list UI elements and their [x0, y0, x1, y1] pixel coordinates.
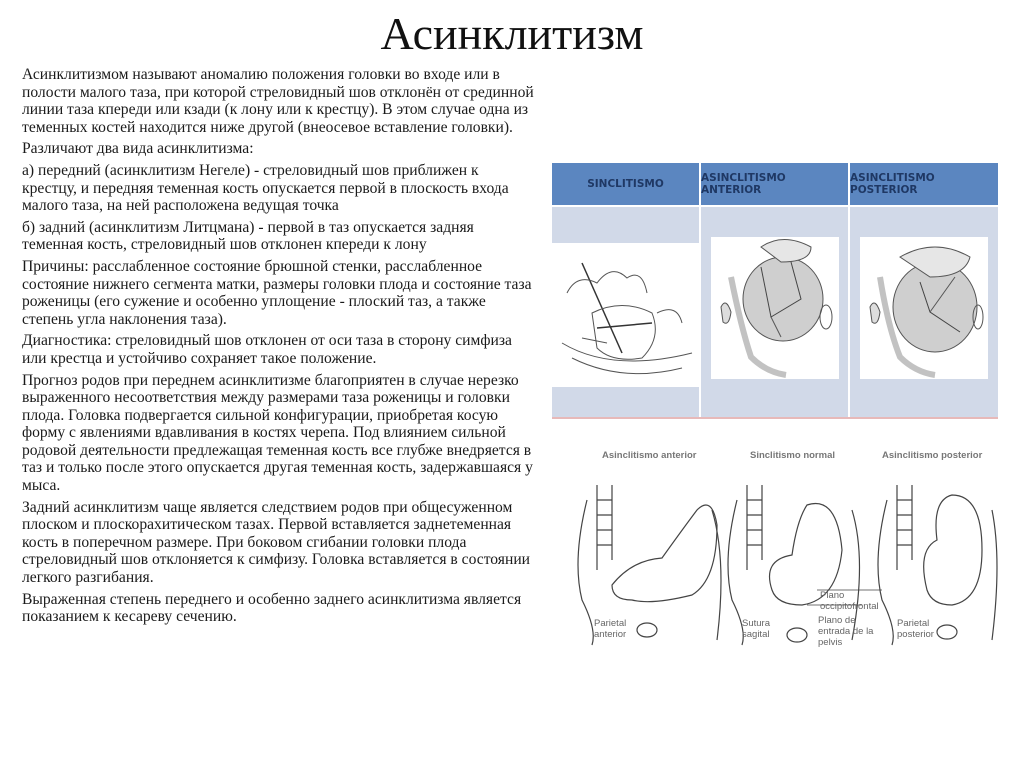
label-asinclitismo-anterior: Asinclitismo anterior [602, 450, 697, 461]
table-cell-asinclitismo-posterior [850, 207, 998, 417]
table-header-sinclitismo: SINCLITISMO [552, 163, 699, 205]
annotation-plano-occipitofrontal: Plano occipitofrontal [820, 590, 879, 612]
paragraph-posterior: б) задний (асинклитизм Литцмана) - первой в таз опускается задняя теменная кость, стреловидный шов отклонен кпереди к лону [22, 218, 474, 254]
asinclitismo-posterior-illustration [860, 237, 988, 379]
label-sinclitismo-normal: Sinclitismo normal [750, 450, 835, 461]
sinclitismo-illustration [552, 243, 699, 387]
table-header-asinclitismo-anterior: ASINCLITISMO ANTERIOR [701, 163, 848, 205]
comparison-table-figure [552, 163, 998, 419]
paragraph-posterior-detail: Задний асинклитизм чаще является следствием родов при общесуженном плоском и плоскорахитическом тазах. Первой вставляется заднетеменная кость в поперечном размере. При боковом сгибании головки плода стреловидный шов отклоняется к симфизу. Головка вставляется в состоянии легкого разгибания. [22, 498, 531, 587]
pelvis-diagram-figure [552, 440, 1002, 658]
paragraph-causes: Причины: расслабленное состояние брюшной стенки, расслабленное состояние нижнего сегмента матки, размеры головки плода и состояние таза роженицы (его сужение и особенно уплощение - плоский таз, а также степень угла наклонения таза). [22, 257, 532, 328]
body-text [22, 66, 534, 630]
paragraph-conclusion: Выраженная степень переднего и особенно заднего асинклитизма является показанием к кесареву сечению. [22, 590, 522, 626]
paragraph-types-intro: Различают два вида асинклитизма: [22, 140, 254, 158]
paragraph-definition: Асинклитизмом называют аномалию положения головки во входе или в полости малого таза, при которой стреловидный шов отклонён от срединной линии таза кпереди или кзади (к лону или к крестцу). В этом случае одна из теменных костей находится ниже другой (внеосевое вставление головки). [22, 66, 534, 136]
table-cell-sinclitismo [552, 207, 699, 417]
paragraph-diagnostics: Диагностика: стреловидный шов отклонен от оси таза в сторону симфиза или крестца и устойчиво сохраняет такое положение. [22, 332, 512, 367]
paragraph-anterior: а) передний (асинклитизм Негеле) - стреловидный шов приближен к крестцу, и передняя теменная кость опускается первой в плоскость входа малого таза, на ней расположена ведущая точка [22, 161, 509, 215]
label-asinclitismo-posterior: Asinclitismo posterior [882, 450, 983, 461]
table-cell-asinclitismo-anterior [701, 207, 848, 417]
annotation-plano-entrada: Plano de entrada de la pelvis [818, 615, 874, 648]
paragraph-prognosis: Прогноз родов при переднем асинклитизме благоприятен в случае нерезко выраженного несоответствия между размерами таза роженицы и головки плода. Головка подвергается сильной конфигурации, приобретая косую форму с явлениями вдавливания в костях черепа. Под влиянием сильной родовой деятельности предлежащая теменная кость все глубже внедряется в таз и только после этого опускается другая теменная кость, задержавшаяся у мыса. [22, 371, 533, 495]
asinclitismo-anterior-illustration [711, 237, 839, 379]
slide-title: Асинклитизм [380, 8, 644, 59]
table-header-asinclitismo-posterior: ASINCLITISMO POSTERIOR [850, 163, 998, 205]
annotation-parietal-posterior: Parietal posterior [897, 618, 934, 640]
annotation-sutura-sagital: Sutura sagital [742, 618, 770, 640]
table-bottom-border [552, 417, 998, 419]
annotation-parietal-anterior: Parietal anterior [594, 618, 627, 640]
